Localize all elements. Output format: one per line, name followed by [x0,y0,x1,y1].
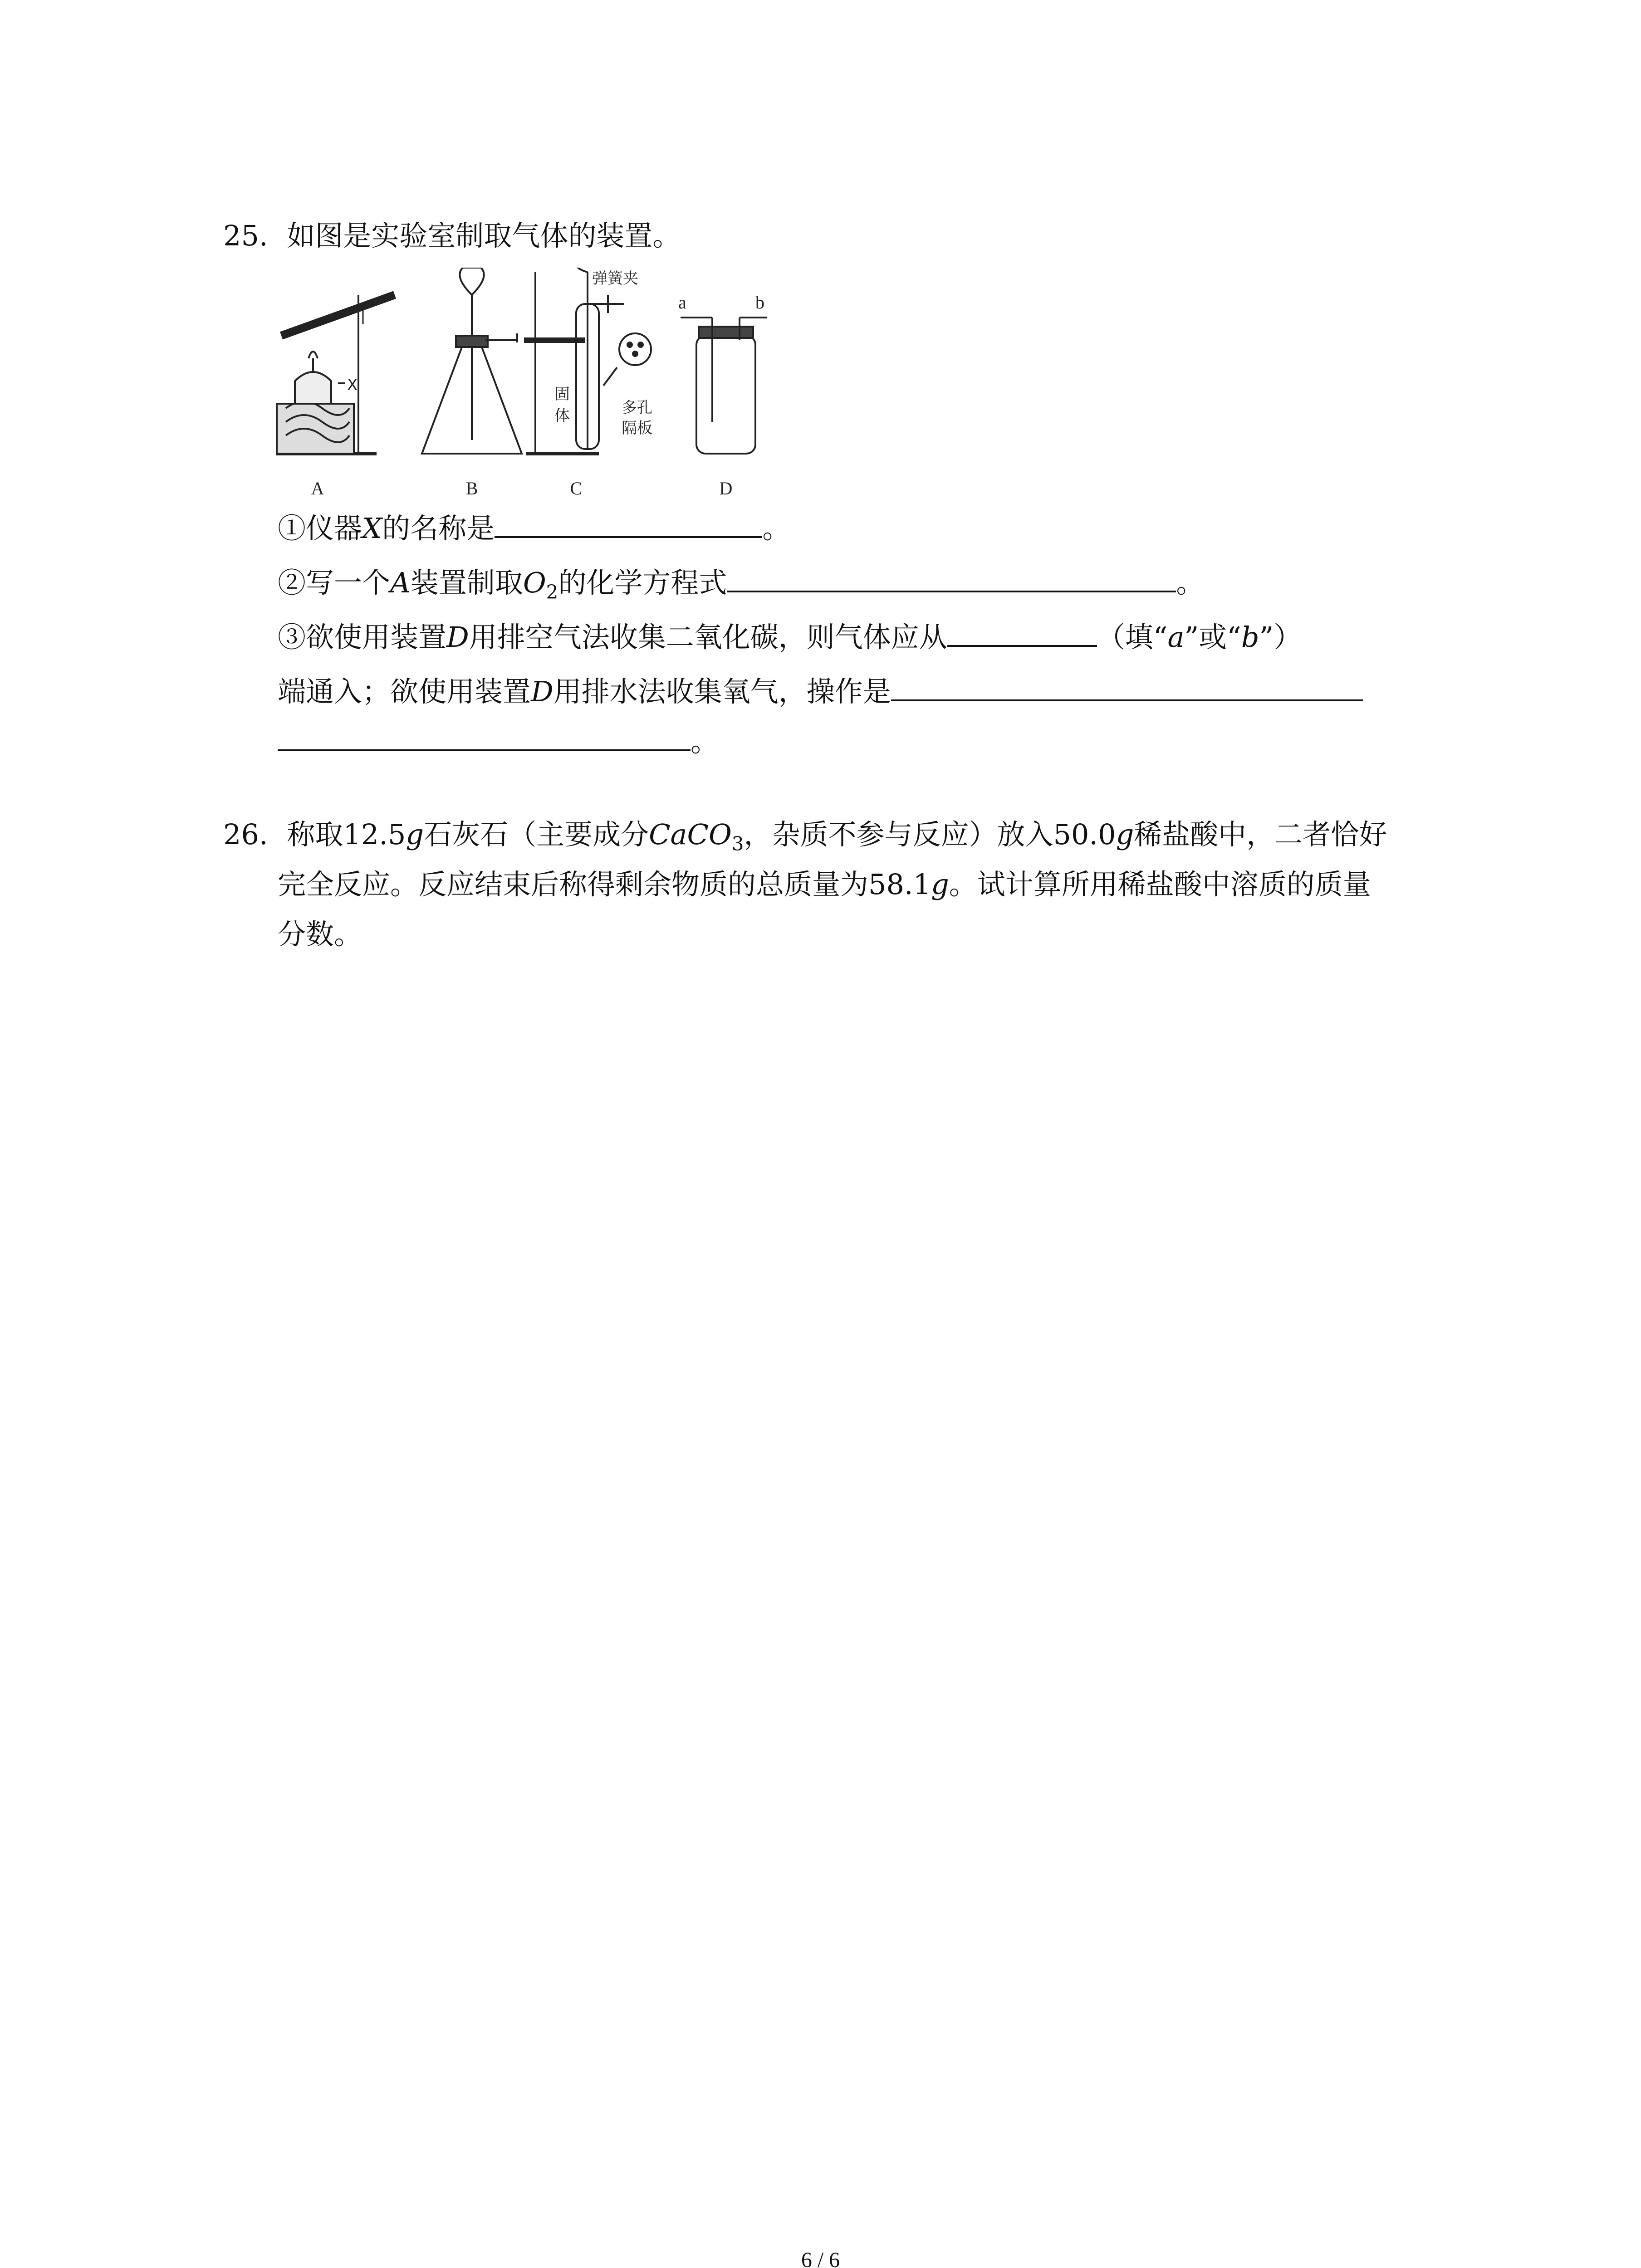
apparatus-d [681,318,767,454]
q25-part3-line3 [278,721,719,760]
q25-part3-line1 [278,617,1302,655]
q25-part3-line2 [278,671,1363,710]
q26-text-1: 称取 [287,818,343,851]
part2-text-3: 的化学方程式 [558,566,727,599]
q26-n3: 58.1 [868,868,931,901]
part2-o: O [523,566,546,599]
q26-g3: g [931,868,949,901]
label-porous-1: 多孔 [622,399,652,417]
label-d: D [719,478,733,499]
label-port-a: a [678,292,686,313]
part1-x: X [362,512,382,545]
q26-text-3: ，杂质不参与反应）放入 [744,818,1053,851]
answer-blank-3[interactable] [947,617,1097,647]
apparatus-figure [272,268,789,508]
part1-mark: ① [278,512,306,545]
label-spring-clip: 弹簧夹 [592,269,638,288]
part3-mark: ③ [278,621,306,654]
part2-end: 。 [1176,566,1205,599]
q26-text-4: 稀盐酸中，二者恰好 [1134,818,1387,851]
q26-line3-text: 分数。 [278,918,362,951]
part3-text-3: （填“ [1097,621,1168,654]
part3-text-4: ”或“ [1184,621,1241,654]
part3-text-5: ”） [1259,621,1302,654]
label-c: C [570,478,583,499]
label-solid-1: 固 [554,385,570,403]
part3-line2-d: D [531,675,554,708]
part1-text-1: 仪器 [306,512,362,545]
q25-part2 [278,562,1204,610]
q25-number: 25. [223,219,268,252]
part1-end: 。 [762,512,791,545]
part3-end: 。 [691,725,719,758]
q26-g1: g [406,818,424,851]
answer-blank-4a[interactable] [891,671,1363,701]
part3-text-2: 用排空气法收集二氧化碳，则气体应从 [469,621,947,654]
part2-a: A [390,566,411,599]
q26-line2-text-1: 完全反应。反应结束后称得剩余物质的总质量为 [278,868,869,901]
q26-line2 [278,866,1371,903]
part3-line2-text-2: 用排水法收集氧气，操作是 [553,675,891,708]
q26-line1 [223,816,1387,862]
label-porous-2: 隔板 [622,419,652,437]
q26-n2: 50.0 [1053,818,1116,851]
label-b: B [465,478,478,499]
part2-mark: ② [278,566,306,599]
answer-blank-2[interactable] [727,562,1176,592]
part2-subscript: 2 [546,581,558,603]
part2-text-1: 写一个 [306,566,391,599]
q25-stem-line [223,218,681,254]
q25-stem: 如图是实验室制取气体的装置。 [287,219,681,252]
answer-blank-1[interactable] [495,508,762,538]
part2-text-2: 装置制取 [410,566,523,599]
label-solid-2: 体 [554,407,570,425]
q26-line2-text-2: 。试计算所用稀盐酸中溶质的质量 [949,868,1371,901]
part3-a: a [1167,621,1185,654]
part1-text-2: 的名称是 [382,512,495,545]
q26-g2: g [1116,818,1134,851]
part3-text-1: 欲使用装置 [306,621,447,654]
label-a: A [311,478,324,499]
apparatus-a [276,295,395,454]
q25-part1 [278,508,790,547]
part3-line2-text-1: 端通入；欲使用装置 [278,675,531,708]
part3-b: b [1241,621,1259,654]
q26-number: 26. [223,818,268,851]
q26-n1: 12.5 [343,818,406,851]
q26-text-2: 石灰石（主要成分 [424,818,649,851]
apparatus-b [422,268,522,454]
page-number: 6 / 6 [801,2248,840,2268]
q26-line3 [278,916,362,953]
label-port-b: b [755,292,764,313]
label-x: X [347,376,358,394]
q26-subscript: 3 [731,832,744,855]
part3-d: D [446,621,469,654]
q26-caco: CaCO [649,818,732,851]
answer-blank-4b[interactable] [278,721,691,751]
